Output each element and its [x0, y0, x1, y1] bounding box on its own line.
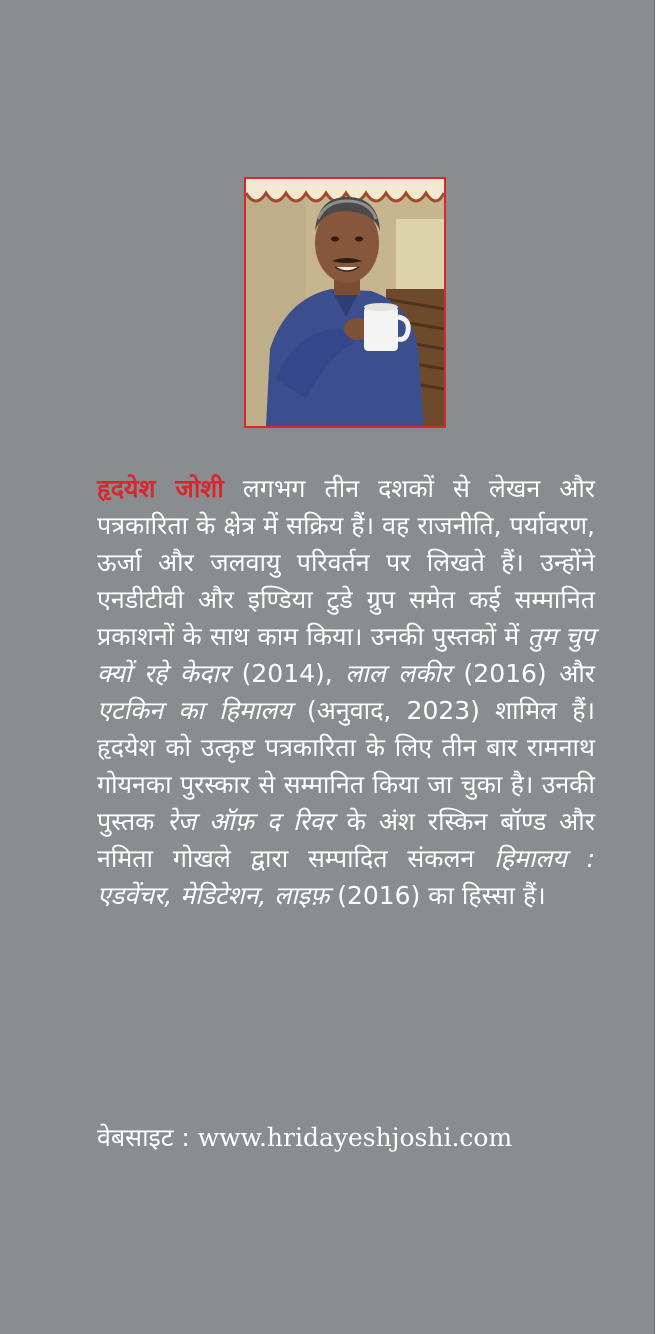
- book-title-tum-chup: तुम चुप क्यों रहे केदार: [97, 622, 595, 688]
- website-line: [97, 1120, 595, 1156]
- book-title-lal-lakeer: लाल लकीर: [345, 659, 451, 688]
- bio-text-4: (अनुवाद, 2023) शामिल हैं। हृदयेश को उत्कृष्ट पत्रकारिता के लिए तीन बार रामनाथ गोयनका पुरस्कार से सम्मानित किया जा चुका है। उनकी पुस्तक: [97, 696, 595, 836]
- book-title-rage-of-the-river: रेज ऑफ़ द रिवर: [167, 807, 334, 836]
- author-bio: [97, 470, 595, 914]
- website-url[interactable]: www.hridayeshjoshi.com: [197, 1123, 513, 1152]
- bio-text-3: (2016) और: [451, 659, 595, 688]
- bio-text-2: (2014),: [229, 659, 346, 688]
- book-title-himalaya-anthology: हिमालय : एडवेंचर, मेडिटेशन, लाइफ़: [97, 844, 595, 910]
- author-name: हृदयेश जोशी: [97, 474, 224, 503]
- author-photo: [244, 177, 446, 428]
- page-edge-strip: [654, 0, 658, 1334]
- website-label: वेबसाइट :: [97, 1123, 198, 1152]
- bio-text-5: के अंश रस्किन बॉण्ड और नमिता गोखले द्वारा सम्पादित संकलन: [97, 807, 595, 873]
- bio-text-1: लगभग तीन दशकों से लेखन और पत्रकारिता के क्षेत्र में सक्रिय हैं। वह राजनीति, पर्यावरण, ऊर्जा और जलवायु परिवर्तन पर लिखते हैं। उन्होंने एनडीटीवी और इण्डिया टुडे ग्रुप समेत कई सम्मानित प्रकाशनों के साथ काम किया। उनकी पुस्तकों में: [97, 474, 595, 651]
- bio-text-6: (2016) का हिस्सा हैं।: [329, 881, 546, 910]
- book-title-atkin-ka-himalay: एटकिन का हिमालय: [97, 696, 292, 725]
